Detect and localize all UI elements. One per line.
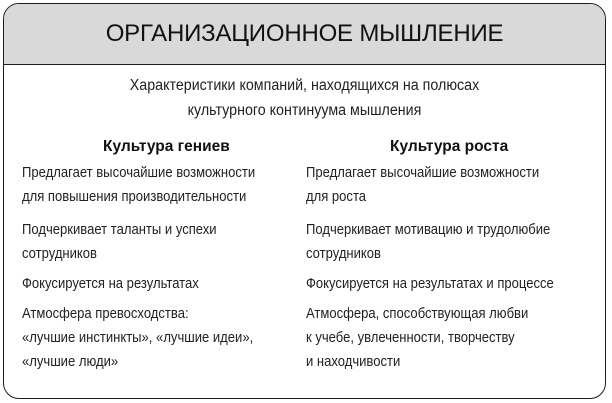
- genius-row-1-line-1: Предлагает высочайшие возможности: [22, 165, 256, 181]
- growth-row-2-line-1: Подчеркивает мотивацию и трудолюбие: [306, 222, 551, 238]
- title-bar: [4, 4, 605, 65]
- card-title: ОРГАНИЗАЦИОННОЕ МЫШЛЕНИЕ: [105, 20, 504, 47]
- growth-row-3-line-1: Фокусируется на результатах и процессе: [306, 276, 554, 292]
- growth-row-4-line-3: и находчивости: [306, 354, 401, 370]
- growth-row-2-line-2: сотрудников: [306, 246, 381, 262]
- column-header-growth: Культура роста: [390, 138, 509, 155]
- genius-row-3-line-1: Фокусируется на результатах: [22, 276, 199, 292]
- genius-row-1-line-2: для повышения производительности: [22, 189, 247, 205]
- genius-row-4-line-2: «лучшие инстинкты», «лучшие идеи»,: [22, 330, 254, 346]
- column-header-genius: Культура гениев: [103, 138, 230, 155]
- growth-row-1-line-1: Предлагает высочайшие возможности: [306, 165, 540, 181]
- growth-row-1-line-2: для роста: [306, 189, 367, 205]
- genius-row-4-line-3: «лучшие люди»: [22, 354, 119, 370]
- genius-row-4-line-1: Атмосфера превосходства:: [22, 306, 189, 322]
- subtitle-line-2: культурного континуума мышления: [187, 102, 422, 119]
- info-card: [3, 3, 606, 399]
- subtitle-line-1: Характеристики компаний, находящихся на полюсах: [129, 77, 480, 94]
- genius-row-2-line-2: сотрудников: [22, 246, 97, 262]
- genius-row-2-line-1: Подчеркивает таланты и успехи: [22, 222, 217, 238]
- growth-row-4-line-1: Атмосфера, способствующая любви: [306, 306, 529, 322]
- growth-row-4-line-2: к учебе, увлеченности, творчеству: [306, 330, 515, 346]
